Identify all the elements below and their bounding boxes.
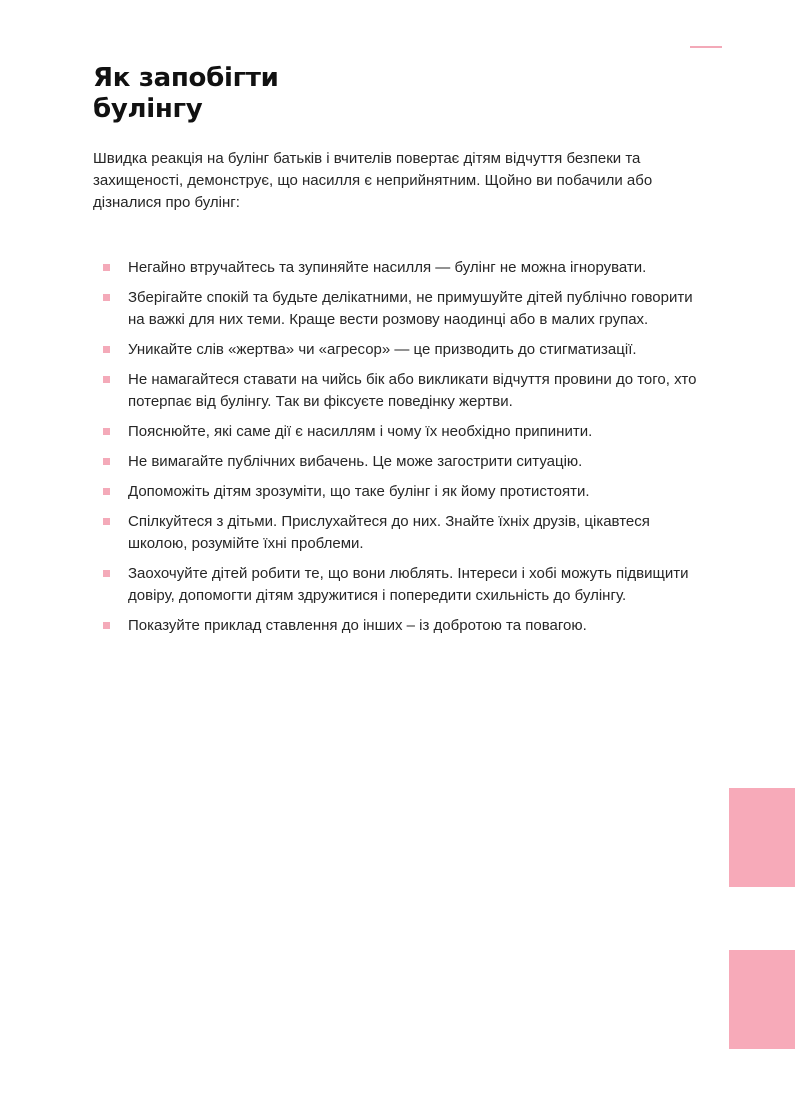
list-item (93, 421, 713, 443)
square-bullet-icon (103, 622, 110, 629)
list-item (93, 369, 713, 413)
square-bullet-icon (103, 518, 110, 525)
square-bullet-icon (103, 346, 110, 353)
page-title-line: Як запобігти (93, 63, 279, 93)
list-item-text: Зберігайте спокій та будьте делікатними, не примушуйте дітей публічно говорити на важкі для них теми. Краще вести розмову наодинці або в малих групах. (128, 289, 693, 328)
side-tab-block (729, 950, 795, 1049)
square-bullet-icon (103, 264, 110, 271)
page-title-line: булінгу (93, 94, 203, 124)
list-item-text: Пояснюйте, які саме дії є насиллям і чому їх необхідно припинити. (128, 423, 593, 440)
top-accent-line (690, 46, 722, 48)
list-item (93, 287, 713, 331)
list-item-text: Спілкуйтеся з дітьми. Прислухайтеся до них. Знайте їхніх друзів, цікавтеся школою, розумійте їхні проблеми. (128, 513, 650, 552)
list-item-text: Уникайте слів «жертва» чи «агресор» — це призводить до стигматизації. (128, 341, 637, 358)
list-item-text: Негайно втручайтесь та зупиняйте насилля — булінг не можна ігнорувати. (128, 259, 647, 276)
list-item-text: Показуйте приклад ставлення до інших – із добротою та повагою. (128, 617, 587, 634)
list-item (93, 481, 713, 503)
square-bullet-icon (103, 458, 110, 465)
side-tab-block (729, 788, 795, 887)
list-item (93, 563, 713, 607)
list-item (93, 257, 713, 279)
list-item-text: Заохочуйте дітей робити те, що вони люблять. Інтереси і хобі можуть підвищити довіру, допомогти дітям здружитися і попередити схильність до булінгу. (128, 565, 689, 604)
tips-list (93, 257, 713, 645)
list-item (93, 511, 713, 555)
square-bullet-icon (103, 428, 110, 435)
square-bullet-icon (103, 294, 110, 301)
square-bullet-icon (103, 488, 110, 495)
square-bullet-icon (103, 376, 110, 383)
list-item (93, 615, 713, 637)
list-item-text: Не вимагайте публічних вибачень. Це може загострити ситуацію. (128, 453, 583, 470)
list-item (93, 339, 713, 361)
intro-paragraph: Швидка реакція на булінг батьків і вчителів повертає дітям відчуття безпеки та захищеності, демонструє, що насилля є неприйнятним. Щойно ви побачили або дізналися про булінг: (93, 150, 653, 211)
square-bullet-icon (103, 570, 110, 577)
list-item-text: Не намагайтеся ставати на чийсь бік або викликати відчуття провини до того, хто потерпає від булінгу. Так ви фіксуєте поведінку жертви. (128, 371, 697, 410)
page-title (93, 63, 493, 125)
list-item (93, 451, 713, 473)
list-item-text: Допоможіть дітям зрозуміти, що таке булінг і як йому протистояти. (128, 483, 590, 500)
